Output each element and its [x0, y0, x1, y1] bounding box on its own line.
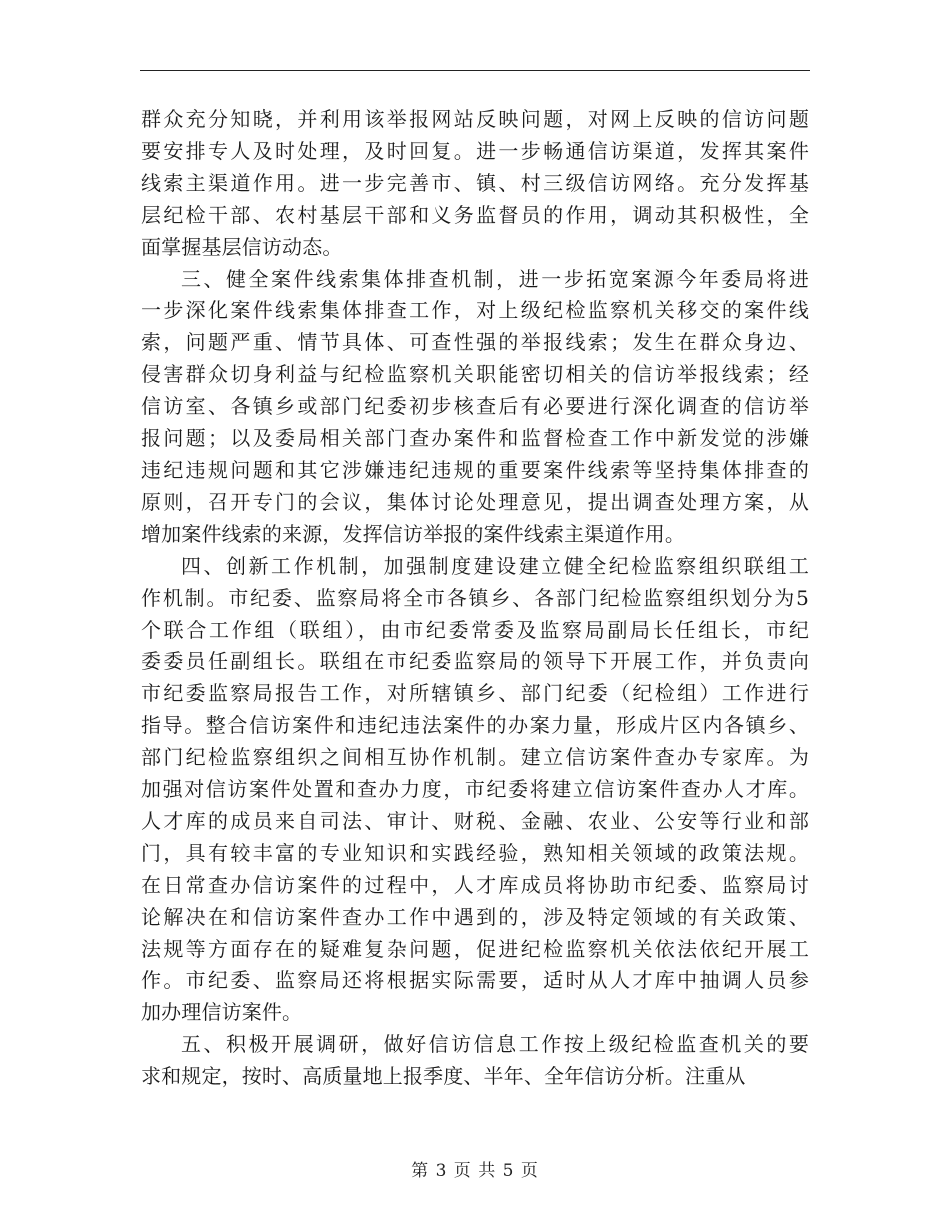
text-line: 四、创新工作机制，加强制度建设建立健全纪检监察组织联组工	[181, 553, 809, 578]
text-line: 违纪违规问题和其它涉嫌违纪违规的重要案件线索等坚持集体排查的	[141, 457, 809, 482]
footer-middle: 页 共	[453, 1161, 497, 1181]
text-line: 门，具有较丰富的专业知识和实践经验，熟知相关领域的政策法规。	[141, 840, 809, 865]
text-line: 侵害群众切身利益与纪检监察机关职能密切相关的信访举报线索；经	[141, 362, 809, 387]
text-line: 要安排专人及时处理，及时回复。进一步畅通信访渠道，发挥其案件	[141, 138, 809, 163]
text-line: 在日常查办信访案件的过程中，人才库成员将协助市纪委、监察局讨	[141, 872, 809, 897]
text-line: 增加案件线索的来源，发挥信访举报的案件线索主渠道作用。	[141, 521, 686, 546]
text-line: 群众充分知晓，并利用该举报网站反映问题，对网上反映的信访问题	[141, 107, 809, 131]
footer-current-page: 3	[435, 1161, 448, 1181]
text-line: 索，问题严重、情节具体、可查性强的举报线索；发生在群众身边、	[141, 330, 809, 355]
text-line: 五、积极开展调研，做好信访信息工作按上级纪检监查机关的要	[181, 1032, 809, 1057]
text-line: 作。市纪委、监察局还将根据实际需要，适时从人才库中抽调人员参	[141, 968, 809, 993]
text-line: 面掌握基层信访动态。	[141, 234, 343, 259]
paragraph	[141, 551, 809, 1030]
footer-total-pages: 5	[502, 1161, 515, 1181]
paragraph	[141, 104, 809, 264]
text-line: 论解决在和信访案件查办工作中遇到的，涉及特定领域的有关政策、	[141, 904, 809, 929]
text-line: 法规等方面存在的疑难复杂问题，促进纪检监察机关依法依纪开展工	[141, 936, 809, 961]
paragraph	[141, 1029, 809, 1093]
footer-prefix: 第	[411, 1161, 430, 1181]
text-line: 部门纪检监察组织之间相互协作机制。建立信访案件查办专家库。为	[141, 745, 809, 770]
text-line: 加强对信访案件处置和查办力度，市纪委将建立信访案件查办人才库。	[141, 777, 809, 802]
text-line: 市纪委监察局报告工作，对所辖镇乡、部门纪委（纪检组）工作进行	[141, 681, 809, 706]
text-line: 信访室、各镇乡或部门纪委初步核查后有必要进行深化调查的信访举	[141, 394, 809, 419]
text-line: 三、健全案件线索集体排查机制，进一步拓宽案源今年委局将进	[181, 266, 809, 291]
document-body	[141, 104, 809, 1093]
text-line: 一步深化案件线索集体排查工作，对上级纪检监察机关移交的案件线	[141, 298, 809, 323]
text-line: 作机制。市纪委、监察局将全市各镇乡、各部门纪检监察组织划分为5	[141, 585, 809, 610]
page-footer	[0, 1156, 950, 1181]
text-line: 求和规定，按时、高质量地上报季度、半年、全年信访分析。注重从	[141, 1064, 746, 1089]
paragraph	[141, 264, 809, 551]
text-line: 个联合工作组（联组），由市纪委常委及监察局副局长任组长，市纪	[141, 617, 809, 642]
text-line: 加办理信访案件。	[141, 1000, 303, 1025]
text-line: 报问题；以及委局相关部门查办案件和监督检查工作中新发觉的涉嫌	[141, 426, 809, 451]
text-line: 人才库的成员来自司法、审计、财税、金融、农业、公安等行业和部	[141, 808, 809, 833]
text-line: 线索主渠道作用。进一步完善市、镇、村三级信访网络。充分发挥基	[141, 170, 809, 195]
footer-suffix: 页	[520, 1161, 539, 1181]
text-line: 委委员任副组长。联组在市纪委监察局的领导下开展工作，并负责向	[141, 649, 809, 674]
text-line: 指导。整合信访案件和违纪违法案件的办案力量，形成片区内各镇乡、	[141, 713, 809, 738]
text-line: 原则，召开专门的会议，集体讨论处理意见，提出调查处理方案，从	[141, 489, 809, 514]
header-rule	[140, 70, 810, 71]
text-line: 层纪检干部、农村基层干部和义务监督员的作用，调动其积极性，全	[141, 202, 809, 227]
